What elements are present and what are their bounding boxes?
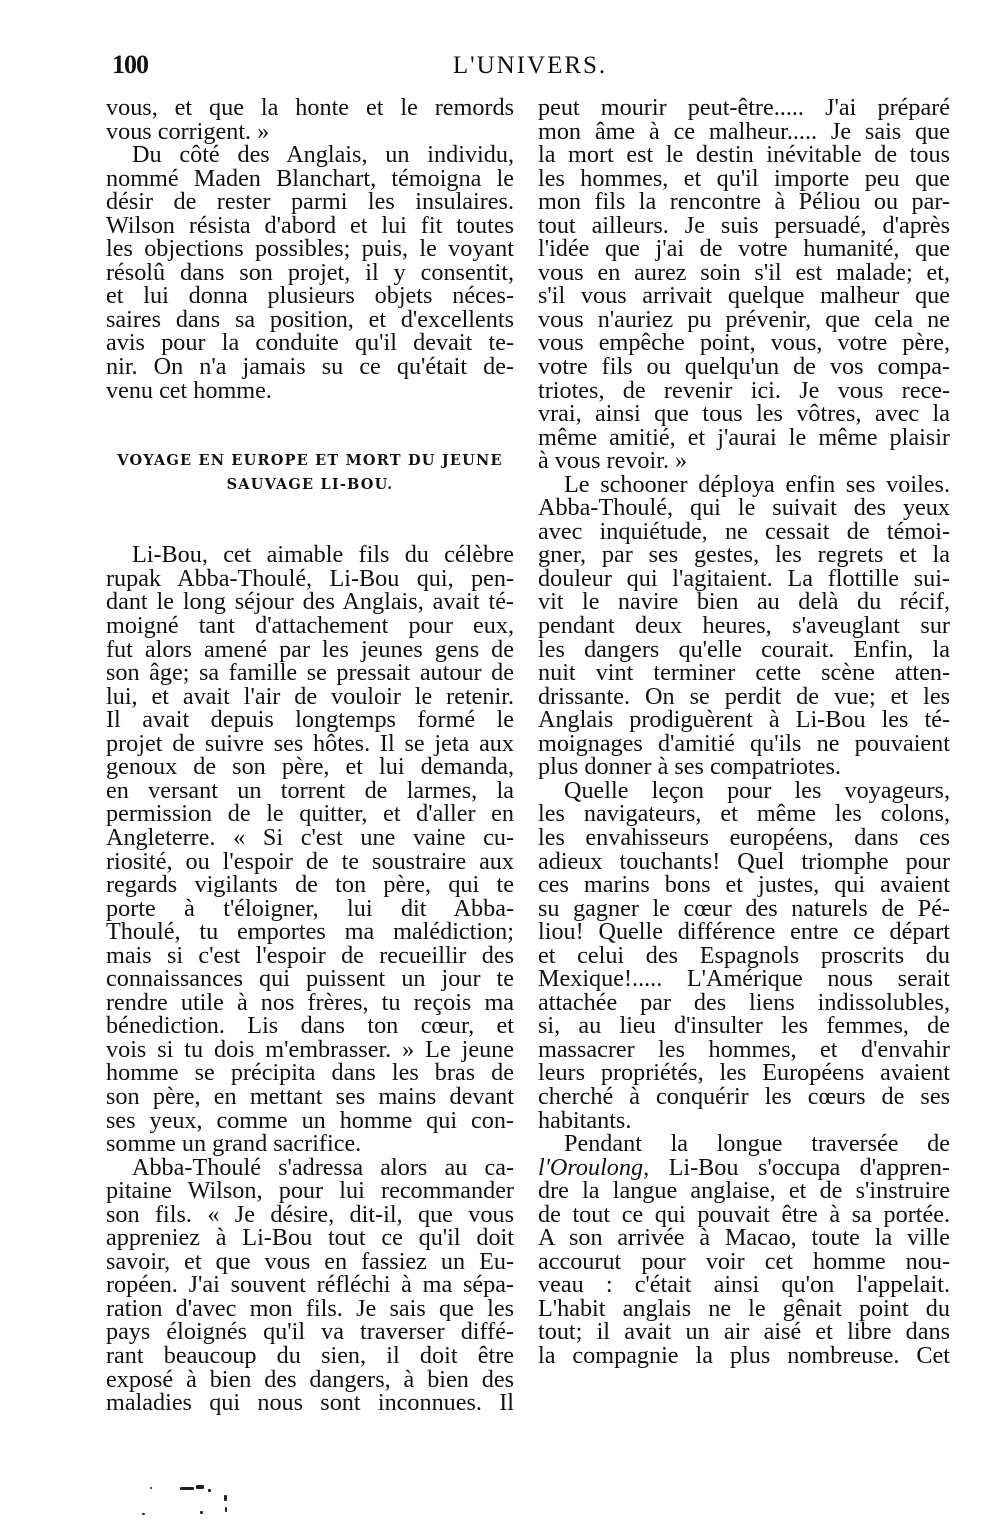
text-line: mais si c'est l'espoir de recueillir des bbox=[106, 941, 514, 969]
blank-line bbox=[106, 402, 514, 426]
text-line: même amitié, et j'aurai le même plaisir bbox=[538, 423, 950, 451]
text-line: Angleterre. « Si c'est une vaine cu- bbox=[106, 823, 514, 851]
text-line: vous, et que la honte et le remords bbox=[106, 94, 514, 121]
text-line: mon fils la rencontre à Péliou ou par- bbox=[538, 188, 950, 216]
text-line: ropéen. J'ai souvent réfléchi à ma sépa- bbox=[106, 1271, 514, 1299]
right-column bbox=[538, 96, 950, 1368]
text-line: vous corrigent. » bbox=[106, 117, 270, 145]
text-line: maladies qui nous sont inconnues. Il bbox=[106, 1389, 514, 1417]
text-line: attachée par des liens indissolubles, bbox=[538, 988, 950, 1016]
paragraph-start-line: Le schooner déploya enfin ses voiles. bbox=[564, 470, 950, 498]
text-line: dant le long séjour des Anglais, avait té- bbox=[106, 588, 514, 616]
text-line: l'Oroulong, Li-Bou s'occupa d'appren- bbox=[538, 1153, 950, 1181]
text-line: mon âme à ce malheur..... Je sais que bbox=[538, 117, 950, 145]
text-line: pays éloignés qu'il va traverser diffé- bbox=[106, 1318, 514, 1346]
text-line: nuit vint terminer cette scène atten- bbox=[538, 659, 950, 687]
text-line: vrai, ainsi que tous les vôtres, avec la bbox=[538, 400, 950, 428]
text-line: fut alors amené par les jeunes gens de bbox=[106, 635, 514, 663]
section-heading: SAUVAGE LI-BOU. bbox=[226, 475, 394, 493]
text-line: la mort est le destin inévitable de tous bbox=[538, 141, 950, 169]
text-line: les navigateurs, et même les colons, bbox=[538, 800, 950, 828]
blank-line bbox=[106, 496, 514, 520]
text-line: avis pour la conduite qu'il devait te- bbox=[106, 329, 514, 357]
text-line: désir de rester parmi les insulaires. bbox=[106, 188, 514, 216]
running-title: L'UNIVERS. bbox=[452, 52, 608, 79]
paragraph-start-line: Li-Bou, cet aimable fils du célèbre bbox=[132, 541, 514, 569]
text-line: vous empêche point, vous, votre père, bbox=[538, 329, 950, 357]
text-line: Wilson résista d'abord et lui fit toutes bbox=[106, 211, 514, 239]
text-line: habitants. bbox=[538, 1106, 632, 1134]
text-line: su gagner le cœur des naturels de Pé- bbox=[538, 894, 950, 922]
text-line: riosité, ou l'espoir de te soustraire aux bbox=[106, 847, 514, 875]
text-line: L'habit anglais ne le gênait point du bbox=[538, 1294, 950, 1322]
text-line: adieux touchants! Quel triomphe pour bbox=[538, 847, 950, 875]
text-line: lui, et avait l'air de vouloir le retenir. bbox=[106, 682, 514, 710]
text-line: ces marins bons et justes, qui avaient bbox=[538, 871, 950, 899]
paragraph-start-line: Pendant la longue traversée de bbox=[564, 1130, 950, 1158]
text-line: son fils. « Je désire, dit-il, que vous bbox=[106, 1200, 514, 1228]
text-line: en versant un torrent de larmes, la bbox=[106, 776, 514, 804]
text-line: Il avait depuis longtemps formé le bbox=[106, 706, 514, 734]
text-line: votre fils ou quelqu'un de vos compa- bbox=[538, 353, 950, 381]
blank-line bbox=[106, 520, 514, 544]
text-line: les hommes, et qu'il importe peu que bbox=[538, 164, 950, 192]
text-line: vit le navire bien au delà du récif, bbox=[538, 588, 950, 616]
text-line: appreniez à Li-Bou tout ce qu'il doit bbox=[106, 1224, 514, 1252]
text-line: somme un grand sacrifice. bbox=[106, 1130, 362, 1158]
text-line: permission de le quitter, et d'aller en bbox=[106, 800, 514, 828]
text-line: triotes, de revenir ici. Je vous rece- bbox=[538, 376, 950, 404]
text-line: plus donner à ses compatriotes. bbox=[538, 753, 841, 781]
text-line: la compagnie la plus nombreuse. Cet bbox=[538, 1341, 950, 1369]
text-line: son âge; sa famille se pressait autour de bbox=[106, 659, 514, 687]
text-line: les objections possibles; puis, le voyant bbox=[106, 235, 514, 263]
text-line: homme se précipita dans les bras de bbox=[106, 1059, 514, 1087]
text-line: rendre utile à nos frères, tu reçois ma bbox=[106, 988, 514, 1016]
text-line: genoux de son père, et lui demanda, bbox=[106, 753, 514, 781]
text-line: connaissances qui puissent un jour te bbox=[106, 965, 514, 993]
text-line: rant beaucoup du sien, il doit être bbox=[106, 1341, 514, 1369]
text-line: les dangers qu'elle courait. Enfin, la bbox=[538, 635, 950, 663]
text-line: savoir, et que vous en fassiez un Eu- bbox=[106, 1247, 514, 1275]
text-line: tout; il avait un air aisé et libre dans bbox=[538, 1318, 950, 1346]
text-line: et lui donna plusieurs objets néces- bbox=[106, 282, 514, 310]
text-line: bénediction. Lis dans ton cœur, et bbox=[106, 1012, 514, 1040]
text-line: massacrer les hommes, et d'envahir bbox=[538, 1035, 950, 1063]
text-line: avec inquiétude, ne cessait de témoi- bbox=[538, 517, 950, 545]
ship-name: l'Oroulong bbox=[538, 1153, 644, 1181]
text-line: veau : c'était ainsi qu'on l'appelait. bbox=[538, 1271, 950, 1299]
text-line: ration d'avec mon fils. Je sais que les bbox=[106, 1294, 514, 1322]
text-line: peut mourir peut-être..... J'ai préparé bbox=[538, 94, 950, 121]
text-line: venu cet homme. bbox=[106, 376, 272, 404]
text-line: exposé à bien des dangers, à bien des bbox=[106, 1365, 514, 1393]
paragraph-start-line: Quelle leçon pour les voyageurs, bbox=[564, 776, 950, 804]
text-line: nir. On n'a jamais su ce qu'était de- bbox=[106, 353, 514, 381]
text-line: liou! Quelle différence entre ce départ bbox=[538, 918, 950, 946]
text-line: regards vigilants de ton père, qui te bbox=[106, 871, 514, 899]
text-line: Anglais prodiguèrent à Li-Bou les té- bbox=[538, 706, 950, 734]
text-line: s'il vous arrivait quelque malheur que bbox=[538, 282, 950, 310]
text-line: porte à t'éloigner, lui dit Abba- bbox=[106, 894, 514, 922]
text-line: l'idée que j'ai de votre humanité, que bbox=[538, 235, 950, 263]
paragraph-start-line: Abba-Thoulé s'adressa alors au ca- bbox=[132, 1153, 514, 1181]
text-line: vous n'auriez pu prévenir, que cela ne bbox=[538, 305, 950, 333]
text-line: A son arrivée à Macao, toute la ville bbox=[538, 1224, 950, 1252]
text-line: moignages d'amitié qu'ils ne pouvaient bbox=[538, 729, 950, 757]
text-line: résolû dans son projet, il y consentit, bbox=[106, 258, 514, 286]
text-line: pitaine Wilson, pour lui recommander bbox=[106, 1177, 514, 1205]
text-line: douleur qui l'agitaient. La flottille sui- bbox=[538, 564, 950, 592]
text-line: dre la langue anglaise, et de s'instruire bbox=[538, 1177, 950, 1205]
text-line: drissante. On se perdit de vue; et les bbox=[538, 682, 950, 710]
text-line: les envahisseurs européens, dans ces bbox=[538, 823, 950, 851]
left-column bbox=[106, 96, 514, 1415]
text-line: nommé Maden Blanchart, témoigna le bbox=[106, 164, 514, 192]
text-line: ses yeux, comme un homme qui con- bbox=[106, 1106, 514, 1134]
text-line: pendant deux heures, s'aveuglant sur bbox=[538, 612, 950, 640]
scan-artifact bbox=[140, 1485, 240, 1515]
text-line: à vous revoir. » bbox=[538, 447, 688, 475]
text-line: Mexique!..... L'Amérique nous serait bbox=[538, 965, 950, 993]
text-line: Abba-Thoulé, qui le suivait des yeux bbox=[538, 494, 950, 522]
text-line: de tout ce qui pouvait être à sa portée. bbox=[538, 1200, 950, 1228]
section-heading: VOYAGE EN EUROPE ET MORT DU JEUNE bbox=[117, 452, 503, 470]
text-line: et celui des Espagnols proscrits du bbox=[538, 941, 950, 969]
text-line: son père, en mettant ses mains devant bbox=[106, 1082, 514, 1110]
text-line: vous en aurez soin s'il est malade; et, bbox=[538, 258, 950, 286]
text-line: tout ailleurs. Je suis persuadé, d'après bbox=[538, 211, 950, 239]
text-line: si, au lieu d'insulter les femmes, de bbox=[538, 1012, 950, 1040]
text-line: projet de suivre ses hôtes. Il se jeta aux bbox=[106, 729, 514, 757]
text-line: moigné tant d'attachement pour eux, bbox=[106, 612, 514, 640]
text-line: saires dans sa position, et d'excellents bbox=[106, 305, 514, 333]
text-line: cherché à conquérir les cœurs de ses bbox=[538, 1082, 950, 1110]
text-line: vois si tu dois m'embrasser. » Le jeune bbox=[106, 1035, 514, 1063]
text-line: Thoulé, tu emportes ma malédiction; bbox=[106, 918, 514, 946]
text-line: rupak Abba-Thoulé, Li-Bou qui, pen- bbox=[106, 564, 514, 592]
text-line: leurs propriétés, les Européens avaient bbox=[538, 1059, 950, 1087]
page-number: 100 bbox=[112, 50, 148, 79]
text-line: accourut pour voir cet homme nou- bbox=[538, 1247, 950, 1275]
blank-line bbox=[106, 426, 514, 450]
paragraph-start-line: Du côté des Anglais, un individu, bbox=[132, 141, 514, 169]
text-line: gner, par ses gestes, les regrets et la bbox=[538, 541, 950, 569]
